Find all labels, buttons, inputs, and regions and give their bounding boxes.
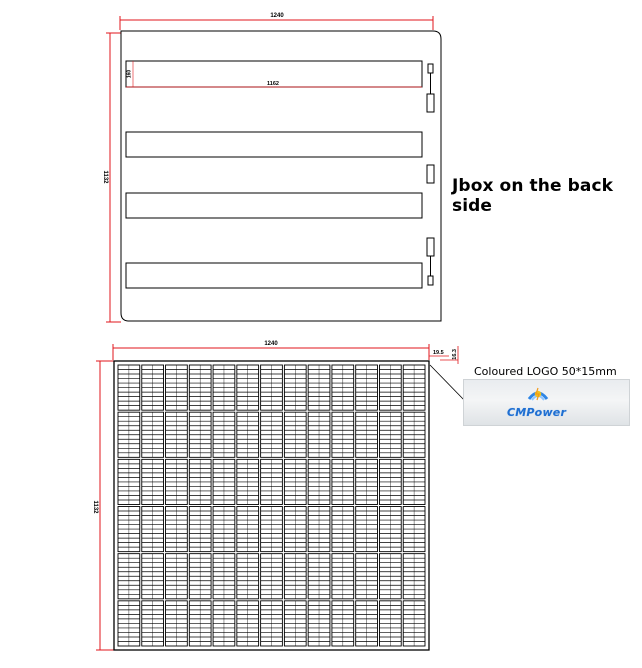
solar-cell — [142, 507, 164, 552]
solar-cell — [237, 459, 259, 504]
solar-cell — [118, 459, 140, 504]
solar-cell — [332, 412, 354, 457]
solar-cell — [213, 459, 235, 504]
solar-cell — [284, 412, 306, 457]
solar-cell — [284, 365, 306, 410]
front-height-label: 1132 — [92, 500, 98, 514]
solar-cell-grid — [118, 365, 425, 646]
offset-y-label: 16.3 — [452, 349, 458, 360]
solar-cell — [379, 459, 401, 504]
front-view — [92, 341, 466, 650]
solar-cell — [284, 601, 306, 646]
solar-cell — [356, 412, 378, 457]
solar-cell — [403, 601, 425, 646]
solar-cell — [332, 601, 354, 646]
solar-cell — [261, 601, 283, 646]
logo-image — [463, 379, 630, 426]
solar-cell — [308, 554, 330, 599]
solar-cell — [237, 412, 259, 457]
solar-cell — [237, 365, 259, 410]
solar-cell — [332, 554, 354, 599]
solar-cell — [308, 459, 330, 504]
offset-x-label: 19.5 — [433, 350, 444, 356]
solar-cell — [189, 601, 211, 646]
solar-cell — [237, 507, 259, 552]
solar-cell — [332, 507, 354, 552]
solar-cell — [308, 507, 330, 552]
solar-cell — [189, 459, 211, 504]
solar-cell — [166, 554, 188, 599]
solar-cell — [379, 412, 401, 457]
solar-cell — [379, 507, 401, 552]
solar-cell — [189, 507, 211, 552]
solar-cell — [213, 554, 235, 599]
solar-cell — [356, 459, 378, 504]
solar-cell — [284, 459, 306, 504]
solar-cell — [356, 507, 378, 552]
solar-cell — [213, 507, 235, 552]
back-height-label: 1132 — [102, 170, 108, 184]
solar-cell — [118, 365, 140, 410]
solar-cell — [403, 554, 425, 599]
junction-box-bottom — [427, 238, 434, 285]
solar-cell — [308, 365, 330, 410]
solar-cell — [189, 365, 211, 410]
back-panel-outline — [121, 31, 441, 321]
solar-cell — [261, 412, 283, 457]
solar-cell — [261, 554, 283, 599]
solar-cell — [189, 412, 211, 457]
solar-cell — [189, 554, 211, 599]
back-width-label: 1240 — [270, 13, 284, 19]
back-view — [102, 13, 441, 322]
solar-cell — [308, 412, 330, 457]
solar-cell — [213, 412, 235, 457]
solar-cell — [332, 459, 354, 504]
solar-cell — [118, 601, 140, 646]
solar-cell — [118, 412, 140, 457]
solar-cell — [142, 459, 164, 504]
solar-cell — [356, 554, 378, 599]
solar-cell — [332, 365, 354, 410]
junction-box-middle — [427, 165, 434, 183]
junction-box-top — [427, 64, 434, 112]
solar-cell — [142, 412, 164, 457]
solar-cell — [142, 601, 164, 646]
solar-cell — [308, 601, 330, 646]
solar-cell — [403, 365, 425, 410]
solar-cell — [142, 554, 164, 599]
front-width-label: 1240 — [264, 341, 278, 347]
solar-cell — [166, 412, 188, 457]
solar-cell — [166, 507, 188, 552]
solar-cell — [261, 507, 283, 552]
jbox-caption: Jbox on the back side — [452, 176, 614, 216]
strip-height-label: 160 — [126, 69, 133, 79]
solar-cell — [213, 365, 235, 410]
logo-wordmark: CMPower — [507, 406, 567, 419]
solar-cell — [166, 459, 188, 504]
back-strip-4 — [126, 263, 422, 288]
logo-caption: Coloured LOGO 50*15mm — [474, 365, 617, 378]
solar-cell — [403, 507, 425, 552]
solar-cell — [379, 554, 401, 599]
solar-cell — [118, 554, 140, 599]
logo-leader-line — [430, 365, 466, 402]
logo-emblem-icon — [526, 385, 550, 405]
solar-cell — [261, 459, 283, 504]
solar-cell — [403, 412, 425, 457]
solar-cell — [403, 459, 425, 504]
solar-cell — [142, 365, 164, 410]
solar-cell — [237, 554, 259, 599]
solar-cell — [118, 507, 140, 552]
solar-cell — [261, 365, 283, 410]
solar-cell — [356, 601, 378, 646]
solar-cell — [284, 554, 306, 599]
back-strip-3 — [126, 193, 422, 218]
solar-cell — [213, 601, 235, 646]
solar-cell — [379, 365, 401, 410]
back-strip-2 — [126, 132, 422, 157]
solar-cell — [379, 601, 401, 646]
solar-cell — [284, 507, 306, 552]
solar-cell — [166, 601, 188, 646]
solar-cell — [356, 365, 378, 410]
solar-cell — [237, 601, 259, 646]
solar-cell — [166, 365, 188, 410]
strip-width-label: 1162 — [267, 81, 279, 87]
